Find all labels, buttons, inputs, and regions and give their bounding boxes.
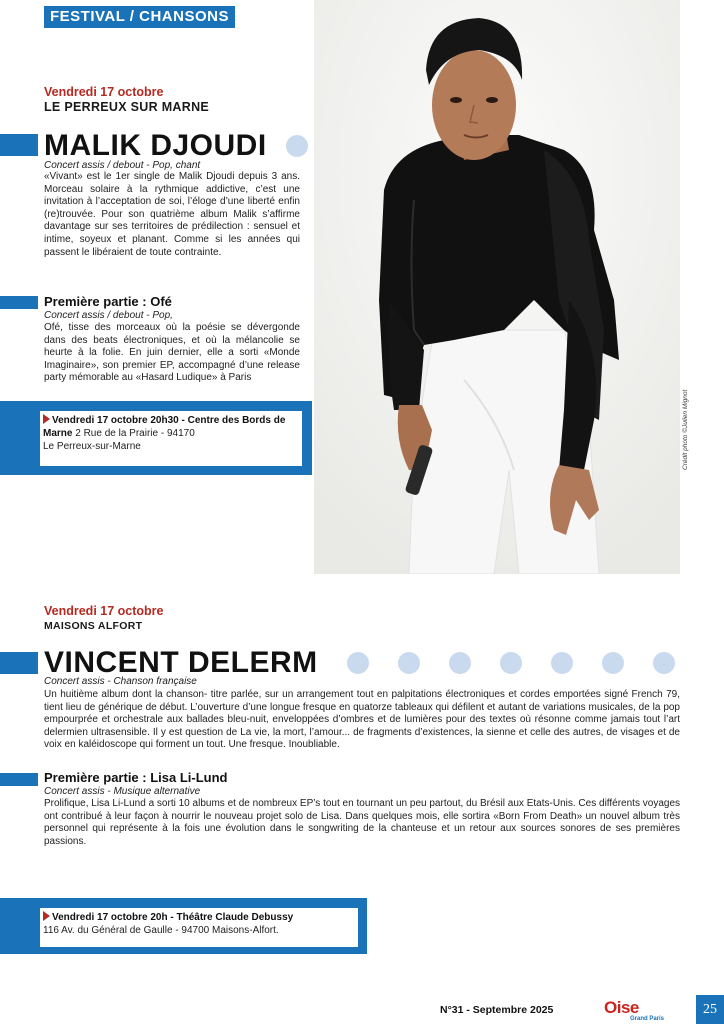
event1-artist: MALIK DJOUDI (44, 129, 267, 162)
decor-dot (551, 652, 573, 674)
event1-support-description: Ofé, tisse des morceaux où la poésie se dévergonde dans des beats électroniques, et où la mélancolie se heurte à la folie. En juin dernier, elle a sorti «Monde Imaginaire», son premier EP, accompagné d’une release party mémorable au «Hasard Ludique» à Paris (44, 322, 300, 384)
subtitle-bar (0, 296, 38, 309)
artist-photo-illustration (314, 0, 680, 574)
event1-support-title: Première partie : Ofé (44, 294, 172, 309)
event2-place: MAISONS ALFORT (44, 620, 143, 632)
decor-dot (398, 652, 420, 674)
event1-info-bold: Vendredi 17 octobre 20h30 - Centre des Bords de Marne (43, 415, 286, 439)
event2-info-content (40, 908, 358, 947)
decor-dot (602, 652, 624, 674)
event1-info-box (0, 401, 312, 475)
event2-description: Un huitième album dont la chanson- titre parlée, sur un arrangement tout en palpitations électroniques et cordes emportées signé French 79, tient lieu de générique de début. L’ouverture d’une longue fresque en quatorze tableaux qui défilent et autant de variations musicales, de la pop empourprée et orchestrale aux ballades bleu-nuit, enveloppées d’ombres et de lumières pour des textes où résonne comme jamais tout l’art delermien ultrasensible. Il y est question de La vie, la mort, l’amour... de fragments d’existences, la sienne et celle des autres, de visages et de voix en kaléidoscope qui forment un tout. Une fresque. Inoubliable. (44, 689, 680, 751)
event2-info-box (0, 898, 367, 954)
event1-genre: Concert assis / debout - Pop, chant (44, 160, 201, 171)
event2-date: Vendredi 17 octobre (44, 604, 164, 618)
event1-info-address: 2 Rue de la Prairie - 94170 (75, 428, 195, 439)
page-number: 25 (696, 995, 724, 1024)
event1-info-city: Le Perreux-sur-Marne (43, 441, 141, 452)
decor-dot (347, 652, 369, 674)
photo-credit: Crédit photo ©Julien Mignot (682, 389, 689, 470)
event2-info-address: 116 Av. du Général de Gaulle - 94700 Maisons-Alfort. (43, 925, 279, 936)
decor-dot (653, 652, 675, 674)
decor-dot (286, 135, 308, 157)
event1-description: «Vivant» est le 1er single de Malik Djoudi depuis 3 ans. Morceau solaire à la rythmique addictive, c’est une invitation à l’acceptation de soi, l’éloge d’une liberté enfin (re)trouvée. Pour son quatrième album Malik s’affirme davantage sur ses territoires de prédilection : sensuel et intime, soyeux et planant. Comme si les années qui passent le libéraient de toute contrainte. (44, 171, 300, 258)
subtitle-bar (0, 773, 38, 786)
logo-subtext: Grand Paris (630, 1016, 665, 1022)
event1-support-genre: Concert assis / debout - Pop, (44, 310, 173, 321)
title-bar (0, 134, 38, 156)
event2-support-genre: Concert assis - Musique alternative (44, 786, 201, 797)
event2-support-description: Prolifique, Lisa Li-Lund a sorti 10 albums et de nombreux EP’s tout en tournant un peu partout, du Brésil aux Etats-Unis. Ces différents voyages ont contribué à leur façon à nourrir le nouveau projet solo de Lisa. Dans quelques mois, elle sortira «Born From Death» un nouvel album très personnel qui représente à la fois une évolution dans le songwriting de la chanteuse et un retour aux sources sonores de ses premières passions. (44, 798, 680, 847)
event2-support-title: Première partie : Lisa Li-Lund (44, 770, 228, 785)
decor-dot (500, 652, 522, 674)
artist-photo (314, 0, 680, 574)
decor-dot (449, 652, 471, 674)
event1-date: Vendredi 17 octobre (44, 85, 164, 99)
section-rubric: FESTIVAL / CHANSONS (44, 6, 235, 28)
event2-genre: Concert assis - Chanson française (44, 676, 197, 687)
event2-artist: VINCENT DELERM (44, 646, 318, 679)
event1-place: LE PERREUX SUR MARNE (44, 100, 210, 114)
magazine-logo (604, 999, 674, 1024)
arrow-icon (43, 911, 50, 921)
arrow-icon (43, 414, 50, 424)
title-bar (0, 652, 38, 674)
logo-word: Oise (604, 998, 639, 1017)
issue-number: N°31 - Septembre 2025 (440, 1004, 554, 1016)
event2-info-bold: Vendredi 17 octobre 20h - Théâtre Claude Debussy (52, 912, 294, 923)
event1-info-content (40, 411, 302, 466)
